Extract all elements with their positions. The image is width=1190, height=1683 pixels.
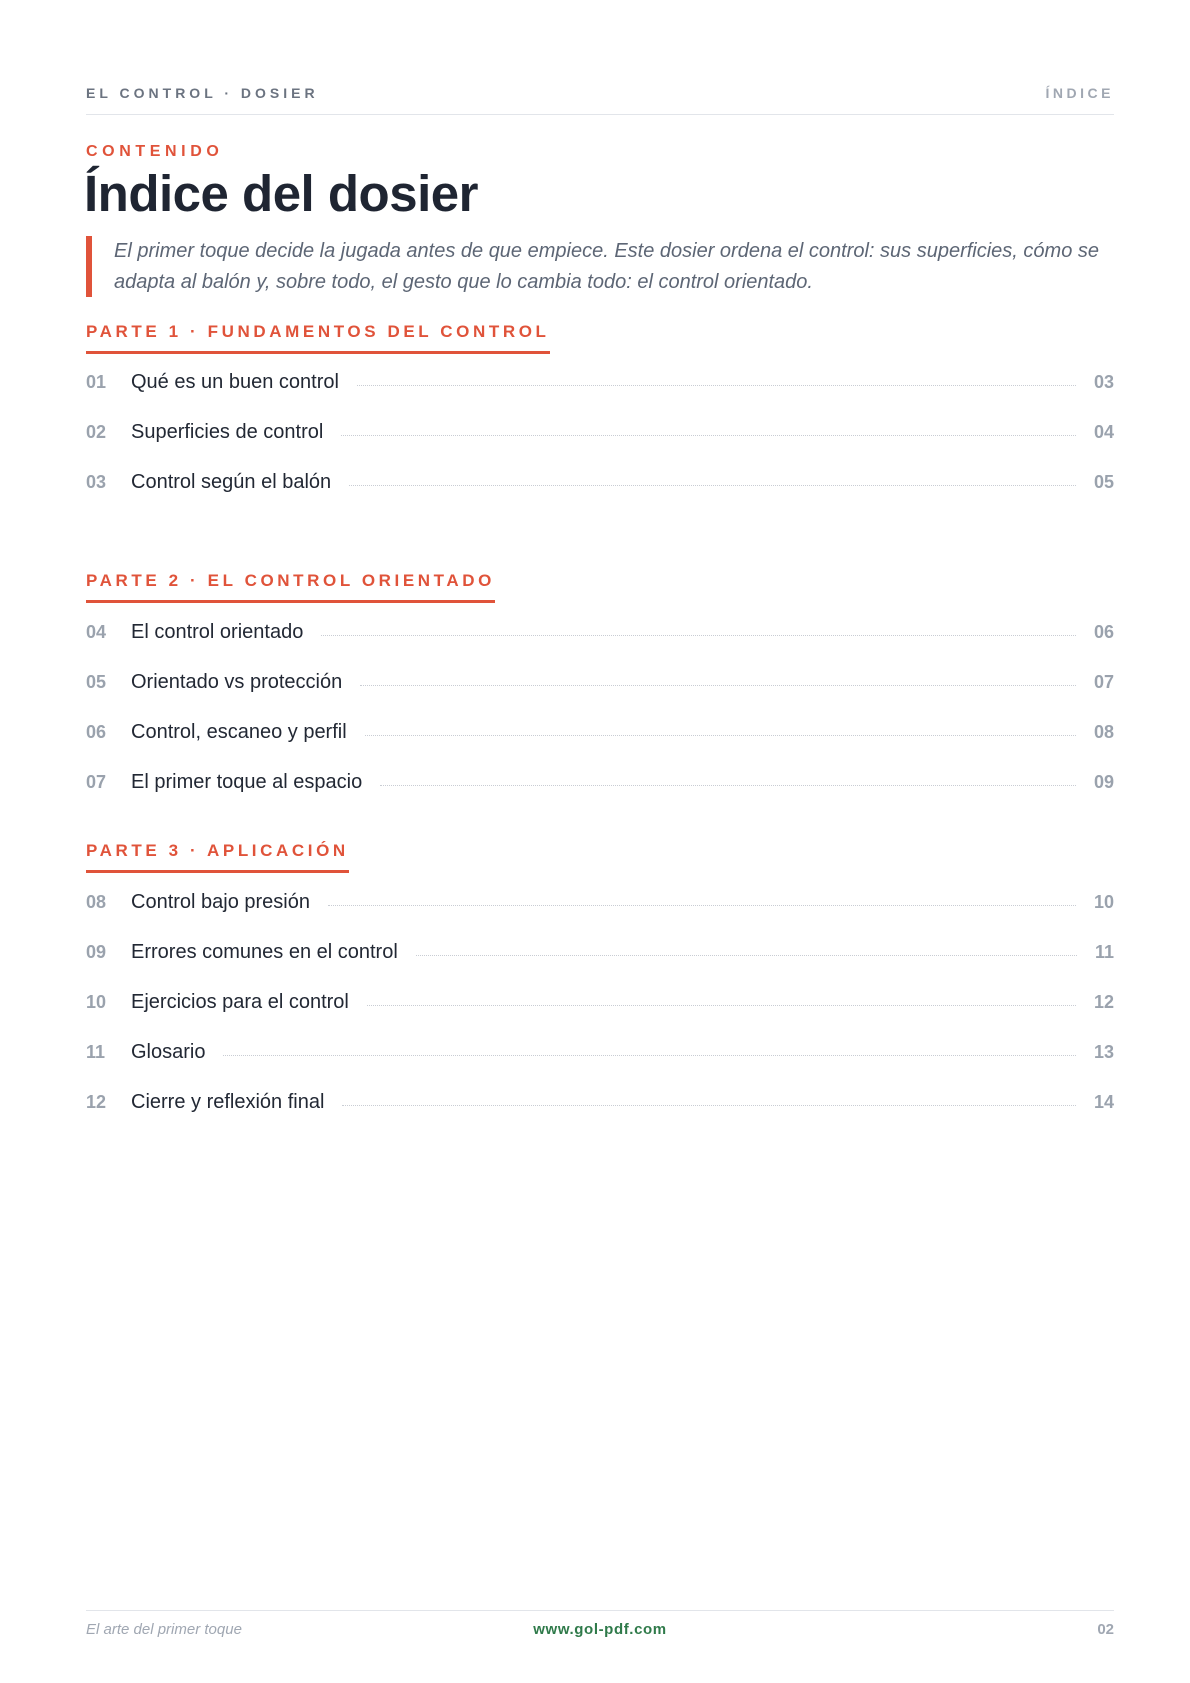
toc-entry-page: 08 — [1093, 722, 1114, 742]
toc-entry[interactable] — [86, 1041, 1114, 1071]
toc-entry-title: Orientado vs protección — [131, 671, 343, 693]
running-header — [86, 84, 1114, 115]
toc-entry-number: 04 — [86, 622, 107, 642]
toc-entry-number: 11 — [86, 1042, 106, 1062]
footer-page-number: 02 — [1097, 1621, 1114, 1638]
running-header-title: EL CONTROL · DOSIER — [86, 85, 319, 101]
toc-entry-title: El primer toque al espacio — [131, 771, 363, 793]
toc-entry-page: 14 — [1093, 1092, 1114, 1112]
toc-entry[interactable] — [86, 771, 1114, 801]
toc-entry-page: 06 — [1093, 622, 1114, 642]
toc-entry[interactable] — [86, 371, 1114, 401]
toc-entry-number: 03 — [86, 472, 107, 492]
toc-entry[interactable] — [86, 421, 1114, 451]
footer-tagline: El arte del primer toque — [86, 1621, 242, 1638]
dotted-leader — [357, 385, 1076, 386]
dotted-leader — [349, 485, 1076, 486]
dotted-leader — [341, 435, 1076, 436]
dotted-leader — [342, 1105, 1076, 1106]
toc-entry-title: Control bajo presión — [131, 891, 310, 913]
toc-entry-page: 09 — [1093, 772, 1114, 792]
dotted-leader — [328, 905, 1076, 906]
toc-entry[interactable] — [86, 721, 1114, 751]
document-page — [86, 0, 1114, 1683]
intro-text: El primer toque decide la jugada antes de que empiece. Este dosier ordena el control: sus superficies, cómo se adapta al balón y, sobre todo, el gesto que lo cambia todo: el control orientado. — [114, 240, 1099, 293]
toc-entry-title: Glosario — [131, 1041, 206, 1063]
toc-entry[interactable] — [86, 891, 1114, 921]
toc-entry-page: 05 — [1093, 472, 1114, 492]
toc-entry-title: Control según el balón — [131, 471, 332, 493]
dotted-leader — [416, 955, 1077, 956]
toc-entry-page: 13 — [1093, 1042, 1114, 1062]
toc-entry-title: Ejercicios para el control — [131, 991, 349, 1013]
toc-entry[interactable] — [86, 471, 1114, 501]
toc-entry-title: Superficies de control — [131, 421, 324, 443]
toc-entry-title: Control, escaneo y perfil — [131, 721, 347, 743]
dotted-leader — [360, 685, 1076, 686]
toc-entry-title: Cierre y reflexión final — [131, 1091, 325, 1113]
toc-entry-number: 05 — [86, 672, 107, 692]
toc-entry-number: 10 — [86, 992, 107, 1012]
toc-entry-number: 07 — [86, 772, 107, 792]
page-footer — [86, 1610, 1114, 1651]
toc-entry-number: 06 — [86, 722, 107, 742]
toc-entry-number: 12 — [86, 1092, 107, 1112]
section-kicker: CONTENIDO — [86, 143, 224, 160]
toc-entry-title: Qué es un buen control — [131, 371, 339, 393]
page-title: Índice del dosier — [84, 165, 478, 222]
toc-entry[interactable] — [86, 621, 1114, 651]
intro-quote — [86, 236, 1114, 297]
toc-entry-number: 09 — [86, 942, 107, 962]
dotted-leader — [365, 735, 1076, 736]
dotted-leader — [367, 1005, 1076, 1006]
toc-entry-number: 01 — [86, 372, 107, 392]
toc-entry-page: 04 — [1093, 422, 1114, 442]
dotted-leader — [223, 1055, 1075, 1056]
running-header-section: ÍNDICE — [1045, 85, 1114, 101]
dotted-leader — [380, 785, 1076, 786]
toc-entry[interactable] — [86, 671, 1114, 701]
toc-entry-title: El control orientado — [131, 621, 304, 643]
footer-website-link[interactable]: www.gol-pdf.com — [533, 1621, 667, 1638]
toc-entry-number: 02 — [86, 422, 107, 442]
part-heading-1: PARTE 1 · FUNDAMENTOS DEL CONTROL — [86, 321, 550, 354]
toc-entry[interactable] — [86, 991, 1114, 1021]
toc-entry-number: 08 — [86, 892, 107, 912]
toc-entry[interactable] — [86, 1091, 1114, 1121]
toc-entry-page: 07 — [1093, 672, 1114, 692]
toc-entry-page: 12 — [1093, 992, 1114, 1012]
part-heading-3: PARTE 3 · APLICACIÓN — [86, 840, 349, 873]
dotted-leader — [321, 635, 1076, 636]
toc-entry-title: Errores comunes en el control — [131, 941, 398, 963]
part-heading-2: PARTE 2 · EL CONTROL ORIENTADO — [86, 570, 495, 603]
toc-entry[interactable] — [86, 941, 1114, 971]
toc-entry-page: 10 — [1093, 892, 1114, 912]
toc-entry-page: 11 — [1094, 942, 1114, 962]
toc-entry-page: 03 — [1093, 372, 1114, 392]
